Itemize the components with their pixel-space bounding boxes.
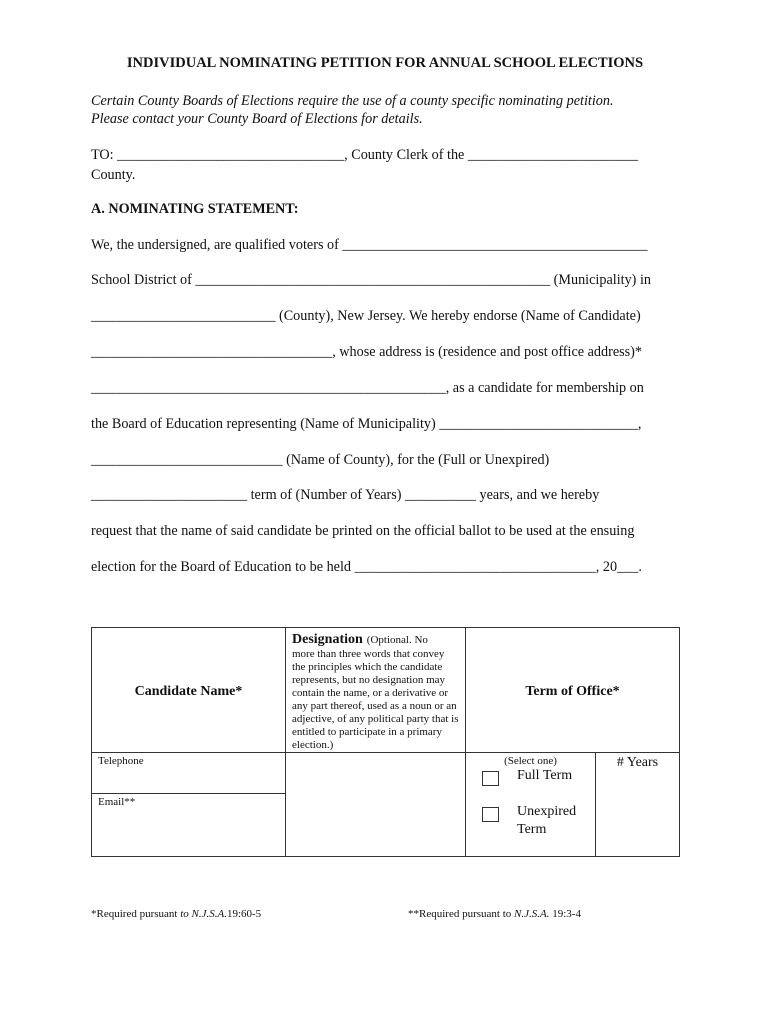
years-header: # Years — [616, 755, 659, 770]
unexpired-label-line-1: Unexpired — [517, 804, 577, 819]
statement-line-county[interactable]: __________________________ (County), New Jersey. We hereby endorse (Name of Candidate) — [91, 308, 641, 324]
unexpired-label-line-2: Term — [517, 822, 547, 837]
footnote-right — [408, 908, 581, 920]
designation-header: Designation — [292, 632, 363, 647]
telephone-label: Telephone — [98, 755, 144, 767]
footnote-left — [91, 908, 261, 920]
term-header-cell — [465, 627, 680, 753]
statement-line-ballot-request: request that the name of said candidate be printed on the official ballot to be used at the ensuing — [91, 523, 635, 539]
term-select-cell — [465, 752, 596, 857]
years-cell[interactable] — [595, 752, 680, 857]
email-label: Email** — [98, 796, 136, 808]
designation-input-cell[interactable] — [285, 752, 466, 857]
notice-line-1: Certain County Boards of Elections require the use of a county specific nominating petition. — [91, 93, 614, 109]
candidate-name-header-cell — [91, 627, 286, 753]
to-county-line: County. — [91, 167, 136, 183]
footnote-right-prefix: **Required pursuant to — [408, 908, 515, 920]
statement-line-term[interactable]: ______________________ term of (Number of Years) __________ years, and we hereby — [91, 487, 600, 503]
telephone-cell[interactable] — [91, 752, 286, 794]
footnote-left-citation: to N.J.S.A. — [180, 908, 227, 920]
statement-line-election-date[interactable]: election for the Board of Education to be held __________________________________, 20___. — [91, 559, 642, 575]
footnote-left-prefix: *Required pursuant — [91, 908, 181, 920]
full-term-label: Full Term — [517, 768, 573, 783]
footnote-right-suffix: 19:3-4 — [549, 908, 581, 920]
page-title: INDIVIDUAL NOMINATING PETITION FOR ANNUAL SCHOOL ELECTIONS — [126, 55, 644, 71]
unexpired-term-checkbox[interactable] — [482, 807, 499, 822]
statement-line-candidate-name[interactable]: __________________________________, whose address is (residence and post office address)* — [91, 344, 642, 360]
notice-line-2: Please contact your County Board of Elections for details. — [91, 111, 423, 127]
select-one-label: (Select one) — [504, 755, 557, 767]
designation-note: more than three words that convey the principles which the candidate represents, but no designation may contain the name, or a derivative or any part thereof, used as a noun or an adjective, of any political party that is entitled to participate in a primary election.) — [292, 648, 459, 751]
candidate-name-header: Candidate Name* — [134, 684, 243, 699]
to-clerk-line[interactable]: TO: ________________________________, County Clerk of the ________________________ — [91, 147, 639, 163]
statement-line-address[interactable]: __________________________________________________, as a candidate for membership on — [91, 380, 644, 396]
footnote-right-citation: N.J.S.A. — [514, 908, 550, 920]
statement-line-name-of-county[interactable]: ___________________________ (Name of County), for the (Full or Unexpired) — [91, 452, 550, 468]
footnote-left-suffix: 19:60-5 — [226, 908, 262, 920]
email-cell[interactable] — [91, 793, 286, 857]
statement-line-school-district[interactable]: School District of __________________________________________________ (Municipality) in — [91, 272, 651, 288]
full-term-checkbox[interactable] — [482, 771, 499, 786]
designation-note-inline: (Optional. No — [366, 634, 428, 646]
section-a-heading: A. NOMINATING STATEMENT: — [91, 201, 299, 217]
statement-line-municipality[interactable]: the Board of Education representing (Name of Municipality) ____________________________, — [91, 416, 642, 432]
statement-line-qualified-voters[interactable]: We, the undersigned, are qualified voters of ___________________________________________ — [91, 237, 648, 253]
term-of-office-header: Term of Office* — [525, 684, 620, 699]
designation-header-cell — [285, 627, 466, 753]
